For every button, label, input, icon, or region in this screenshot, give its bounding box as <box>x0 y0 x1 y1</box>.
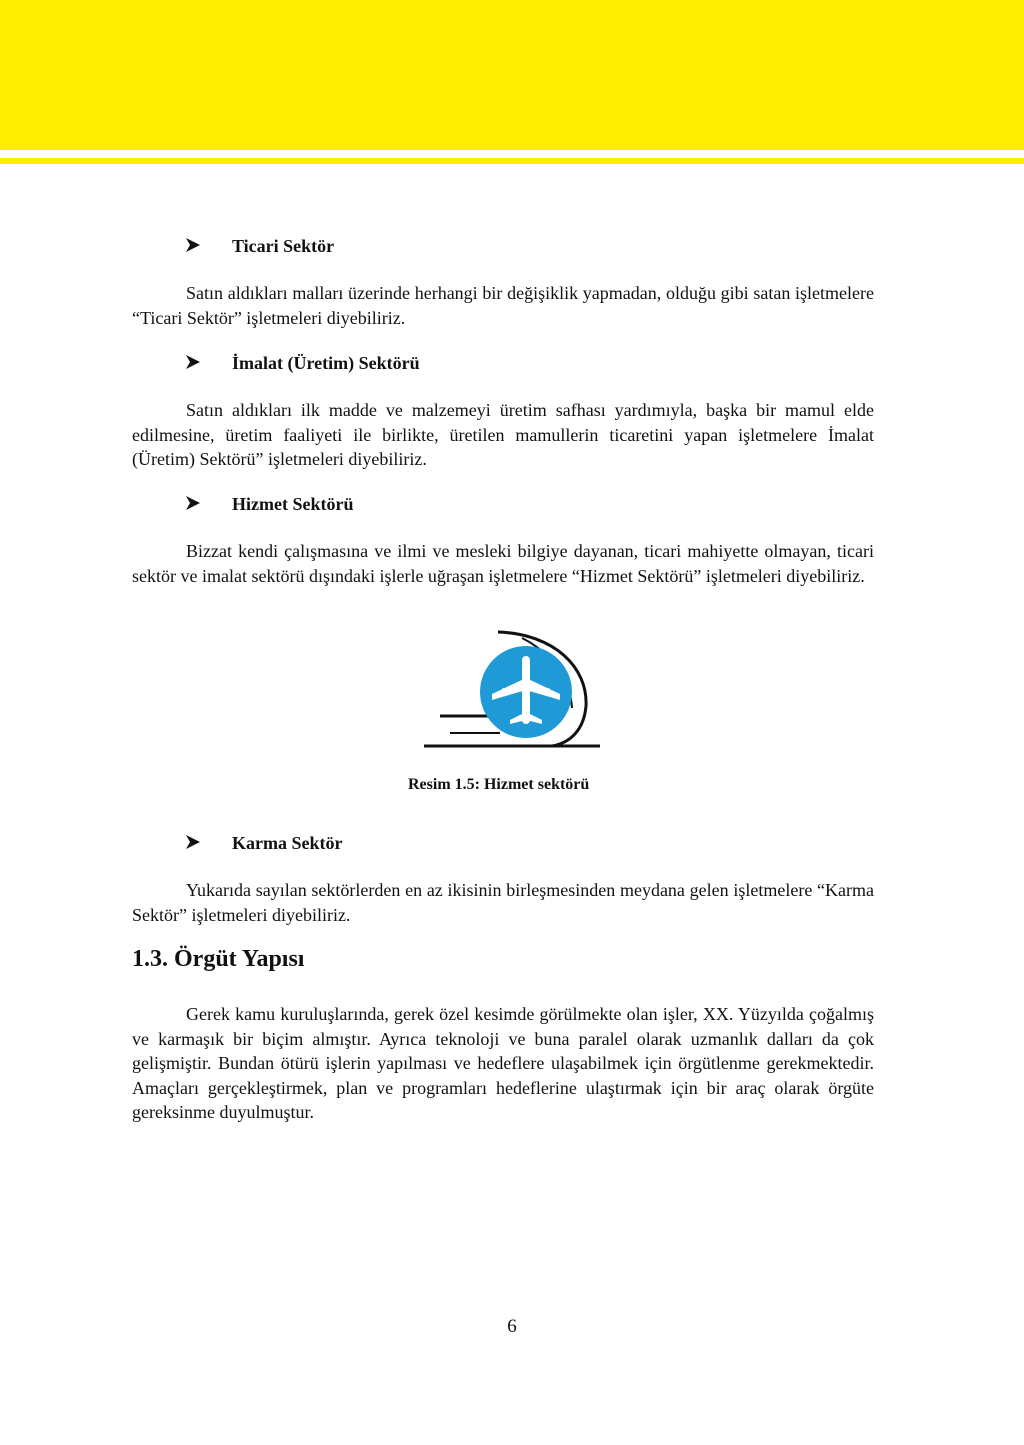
arrowhead-bullet-icon <box>186 496 200 510</box>
page-number: 6 <box>507 1316 517 1337</box>
heading-label: Ticari Sektör <box>232 236 335 256</box>
paragraph-orgut-yapisi: Gerek kamu kuruluşlarında, gerek özel kesimde görülmekte olan işler, XX. Yüzyılda çoğalmış ve karmaşık bir biçim almıştır. Ayrıca teknoloji ve buna paralel olarak uzmanlık dalları da çok gelişmiştir. Bundan ötürü işlerin yapılması ve hedeflere ulaşabilmek için örgütlenme gerekmektedir. Amaçları gerçekleştirmek, plan ve programları hedeflerine ulaştırmak için bir araç olarak örgüte gereksinme duyulmuştur. <box>132 1004 874 1122</box>
arrowhead-bullet-icon <box>186 835 200 849</box>
heading-label: Hizmet Sektörü <box>232 494 354 514</box>
header-band <box>0 0 1024 150</box>
heading-label: İmalat (Üretim) Sektörü <box>232 353 420 373</box>
header-stripe <box>0 158 1024 164</box>
paragraph-imalat-sektoru: Satın aldıkları ilk madde ve malzemeyi üretim safhası yardımıyla, başka bir mamul elde edilmesine, üretim faaliyeti ile birlikte, üretilen mamullerin ticaretini yapan işletmelere İmalat (Üretim) Sektörü” işletmeleri diyebiliriz. <box>132 400 874 469</box>
heading-label: Karma Sektör <box>232 833 343 853</box>
figure-caption: Resim 1.5: Hizmet sektörü <box>408 776 590 793</box>
paragraph-hizmet-sektoru: Bizzat kendi çalışmasına ve ilmi ve mesleki bilgiye dayanan, ticari mahiyette olmayan, ticari sektör ve imalat sektörü dışındaki işlerle uğraşan işletmelere “Hizmet Sektörü” işletmeleri diyebiliriz. <box>132 541 874 586</box>
arrowhead-bullet-icon <box>186 355 200 369</box>
hizmet-sektoru-image <box>420 628 610 754</box>
section-title-orgut-yapisi: 1.3. Örgüt Yapısı <box>132 946 305 972</box>
paragraph-karma-sektor: Yukarıda sayılan sektörlerden en az ikisinin birleşmesinden meydana gelen işletmelere “Karma Sektör” işletmeleri diyebiliriz. <box>132 880 874 925</box>
paragraph-ticari-sektor: Satın aldıkları malları üzerinde herhangi bir değişiklik yapmadan, olduğu gibi satan işletmelere “Ticari Sektör” işletmeleri diyebiliriz. <box>132 283 874 328</box>
arrowhead-bullet-icon <box>186 238 200 252</box>
